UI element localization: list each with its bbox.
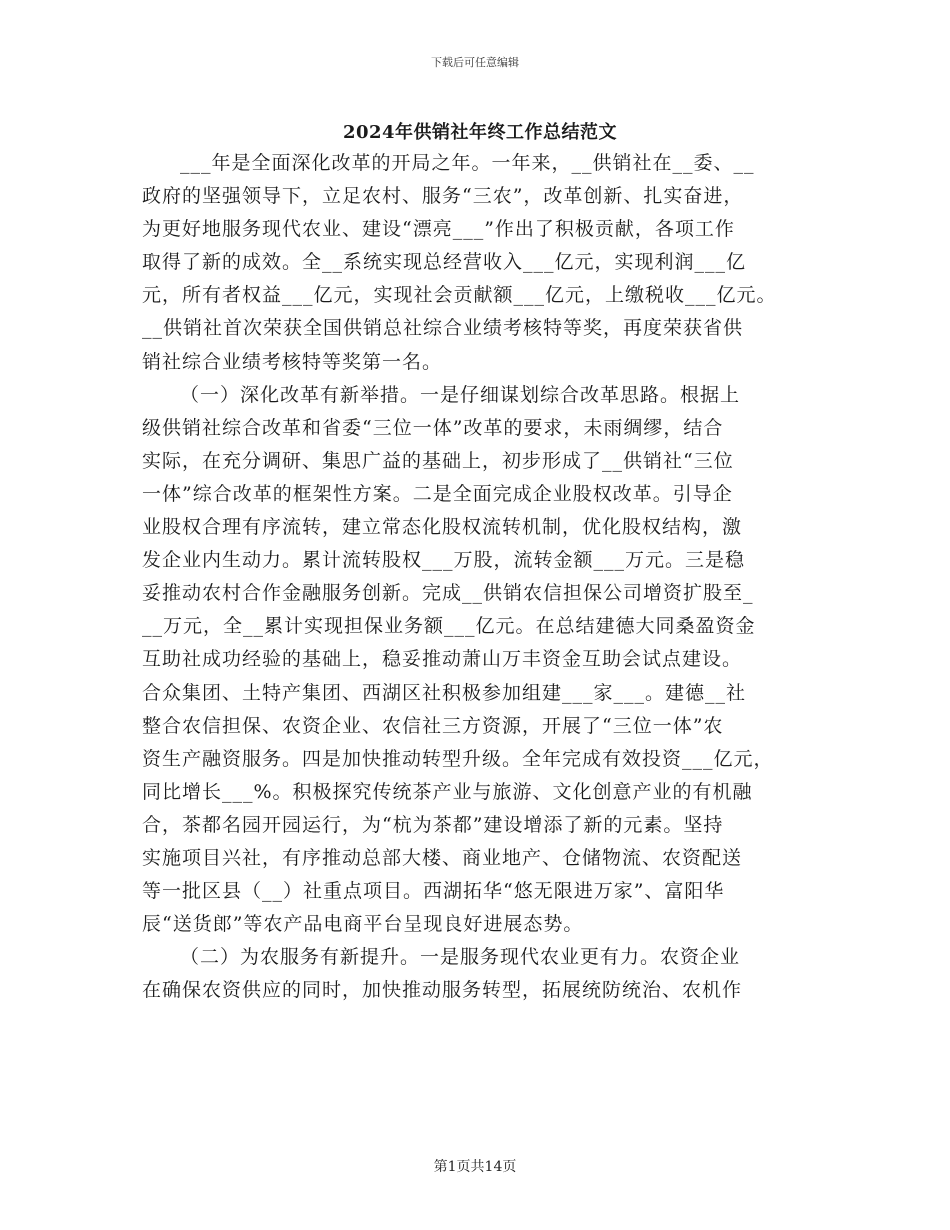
- text-line: 合，茶都名园开园运行，为“杭为茶都”建设增添了新的元素。坚持: [142, 813, 724, 836]
- text-line: 元，所有者权益___亿元，实现社会贡献额___亿元，上缴税收___亿元。: [142, 284, 777, 307]
- text-line: __万元，全__累计实现担保业务额___亿元。在总结建德大同桑盈资金: [142, 615, 756, 638]
- document-title: 2024年供销社年终工作总结范文: [342, 122, 618, 143]
- text-line: 为更好地服务现代农业、建设“漂亮___”作出了积极贡献，各项工作: [142, 218, 735, 241]
- text-line: 取得了新的成效。全__系统实现总经营收入___亿元，实现利润___亿: [142, 251, 747, 274]
- document-body: [142, 147, 820, 1007]
- page-header-note: 下载后可任意编辑: [431, 56, 519, 69]
- text-line: 妥推动农村合作金融服务创新。完成__供销农信担保公司增资扩股至_: [142, 582, 754, 605]
- text-line: 在确保农资供应的同时，加快推动服务转型，拓展统防统治、农机作: [142, 979, 743, 1002]
- text-line: ___年是全面深化改革的开局之年。一年来，__供销社在__委、__: [180, 152, 755, 174]
- text-line: （一）深化改革有新举措。一是仔细谋划综合改革思路。根据上: [180, 383, 741, 406]
- text-line: 政府的坚强领导下，立足农村、服务“三农”，改革创新、扎实奋进，: [142, 185, 744, 208]
- text-line: 资生产融资服务。四是加快推动转型升级。全年完成有效投资___亿元，: [142, 747, 774, 770]
- text-line: 销社综合业绩考核特等奖第一名。: [142, 350, 443, 373]
- paragraph-reform: [142, 379, 820, 942]
- text-line: （二）为农服务有新提升。一是服务现代农业更有力。农资企业: [180, 946, 741, 969]
- text-line: 同比增长___%。积极探究传统茶产业与旅游、文化创意产业的有机融: [142, 780, 753, 803]
- text-line: 一体”综合改革的框架性方案。二是全面完成企业股权改革。引导企: [142, 482, 733, 505]
- text-line: 发企业内生动力。累计流转股权___万股，流转金额___万元。三是稳: [142, 549, 746, 572]
- text-line: __供销社首次荣获全国供销总社综合业绩考核特等奖，再度荣获省供: [142, 317, 744, 340]
- text-line: 级供销社综合改革和省委“三位一体”改革的要求，未雨绸缪，结合: [142, 416, 724, 439]
- paragraph-intro: [142, 147, 820, 379]
- text-line: 业股权合理有序流转，建立常态化股权流转机制，优化股权结构，激: [142, 516, 743, 539]
- text-line: 合众集团、土特产集团、西湖区社积极参加组建___家___。建德__社: [142, 681, 747, 704]
- paragraph-service: [142, 941, 820, 1007]
- page-number: 第1页共14页: [433, 1159, 517, 1175]
- text-line: 辰“送货郎”等农产品电商平台呈现良好进展态势。: [142, 913, 584, 936]
- text-line: 实施项目兴社，有序推动总部大楼、商业地产、仓储物流、农资配送: [142, 846, 743, 869]
- text-line: 等一批区县（__）社重点项目。西湖拓华“悠无限进万家”、富阳华: [142, 880, 725, 903]
- text-line: 互助社成功经验的基础上，稳妥推动萧山万丰资金互助会试点建设。: [142, 648, 743, 671]
- text-line: 整合农信担保、农资企业、农信社三方资源，开展了“三位一体”农: [142, 714, 724, 737]
- text-line: 实际，在充分调研、集思广益的基础上，初步形成了__供销社“三位: [142, 449, 734, 472]
